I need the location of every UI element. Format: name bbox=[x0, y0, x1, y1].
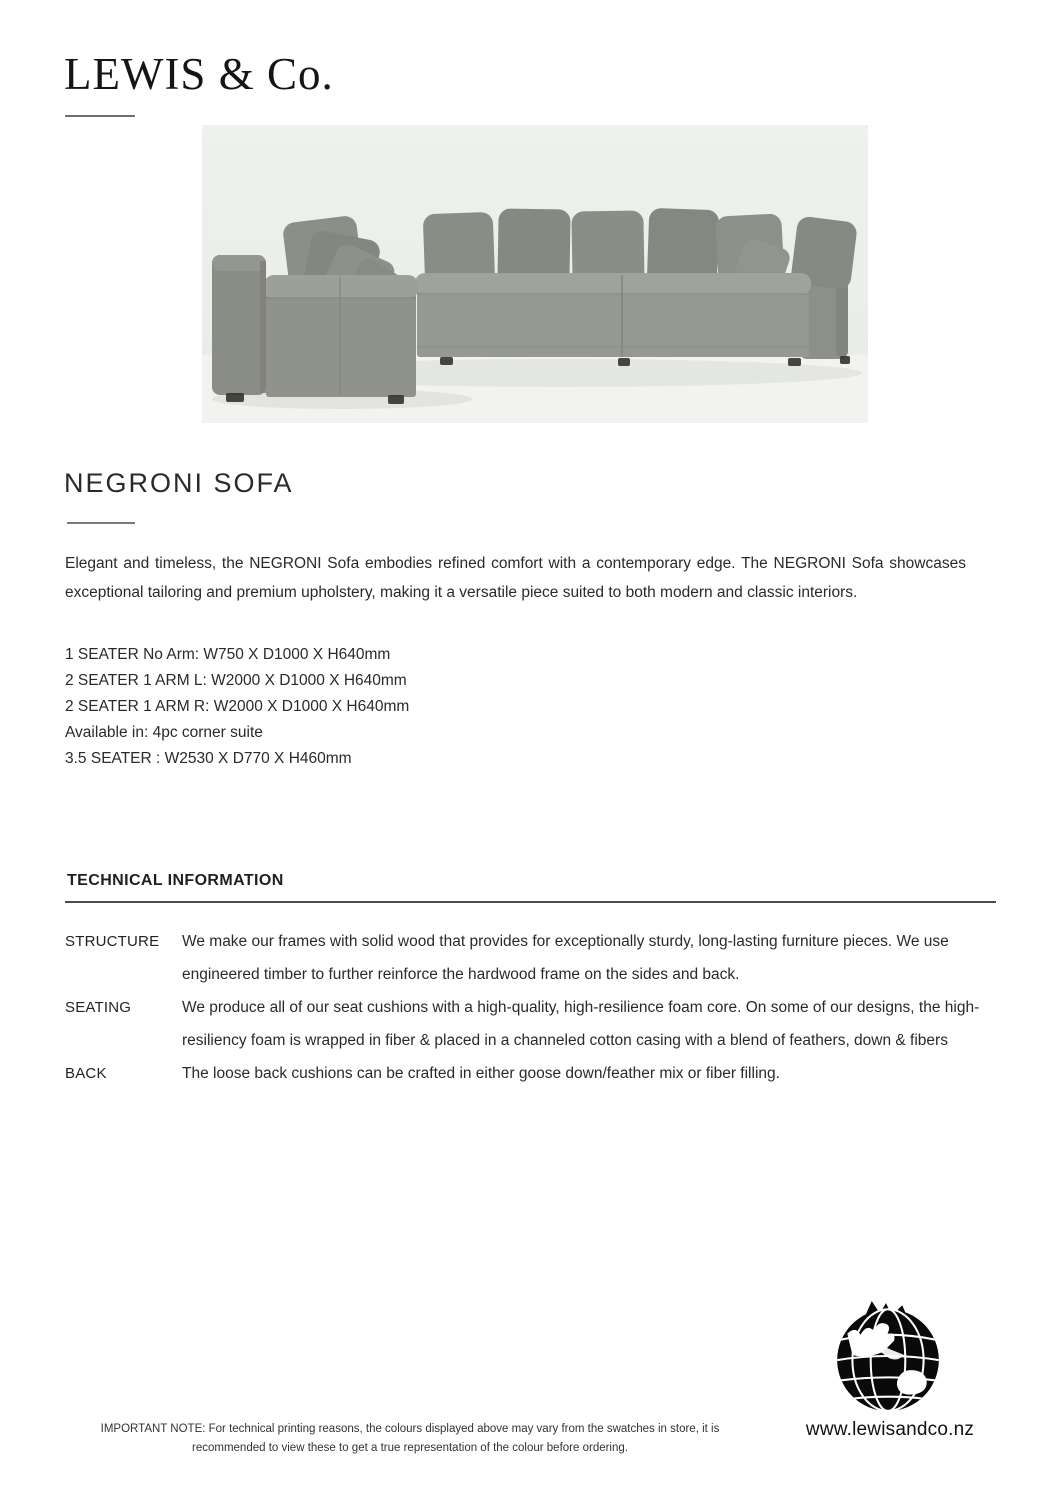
spec-label: STRUCTURE bbox=[65, 933, 160, 950]
spec-text: The loose back cushions can be crafted in either goose down/feather mix or fiber filling. bbox=[182, 1065, 780, 1082]
logo-underline bbox=[65, 115, 135, 117]
page-title: NEGRONI SOFA bbox=[64, 468, 294, 498]
spec-row-seating bbox=[65, 991, 997, 1057]
spec-row-back bbox=[65, 1057, 997, 1090]
globe-icon bbox=[833, 1293, 943, 1415]
dimension-line: 3.5 SEATER : W2530 X D770 X H460mm bbox=[65, 750, 352, 767]
dimension-line: 2 SEATER 1 ARM L: W2000 X D1000 X H640mm bbox=[65, 672, 407, 689]
spec-row-structure bbox=[65, 925, 997, 991]
technical-information-heading: TECHNICAL INFORMATION bbox=[67, 872, 284, 889]
product-photo bbox=[202, 125, 868, 423]
spec-text: We make our frames with solid wood that provides for exceptionally sturdy, long-lasting furniture pieces. We use engineered timber to further reinforce the hardwood frame on the sides and back. bbox=[182, 933, 949, 983]
section-divider bbox=[65, 901, 996, 903]
footer-important-note: IMPORTANT NOTE: For technical printing reasons, the colours displayed above may vary from the swatches in store, it is recommended to view these to get a true representation of the colour before ordering. bbox=[100, 1423, 720, 1454]
dimension-line: 1 SEATER No Arm: W750 X D1000 X H640mm bbox=[65, 646, 391, 663]
spec-label: SEATING bbox=[65, 999, 132, 1016]
dimension-line: Available in: 4pc corner suite bbox=[65, 724, 263, 741]
dimension-line: 2 SEATER 1 ARM R: W2000 X D1000 X H640mm bbox=[65, 698, 410, 715]
title-underline bbox=[67, 522, 135, 524]
spec-text: We produce all of our seat cushions with a high-quality, high-resilience foam core. On some of our designs, the high-resiliency foam is wrapped in fiber & placed in a channeled cotton casing with a blend of feathers, down & fibers bbox=[182, 999, 980, 1049]
spec-label: BACK bbox=[65, 1065, 107, 1082]
sofa-illustration bbox=[202, 125, 868, 423]
website-url: www.lewisandco.nz bbox=[805, 1419, 975, 1440]
brand-logo: LEWIS & Co. bbox=[64, 49, 334, 99]
product-description: Elegant and timeless, the NEGRONI Sofa embodies refined comfort with a contemporary edge. The NEGRONI Sofa showcases exceptional tailoring and premium upholstery, making it a versatile piece suited to both modern and classic interiors. bbox=[65, 555, 966, 601]
dimensions-list bbox=[65, 642, 409, 772]
technical-rows bbox=[65, 925, 997, 1090]
